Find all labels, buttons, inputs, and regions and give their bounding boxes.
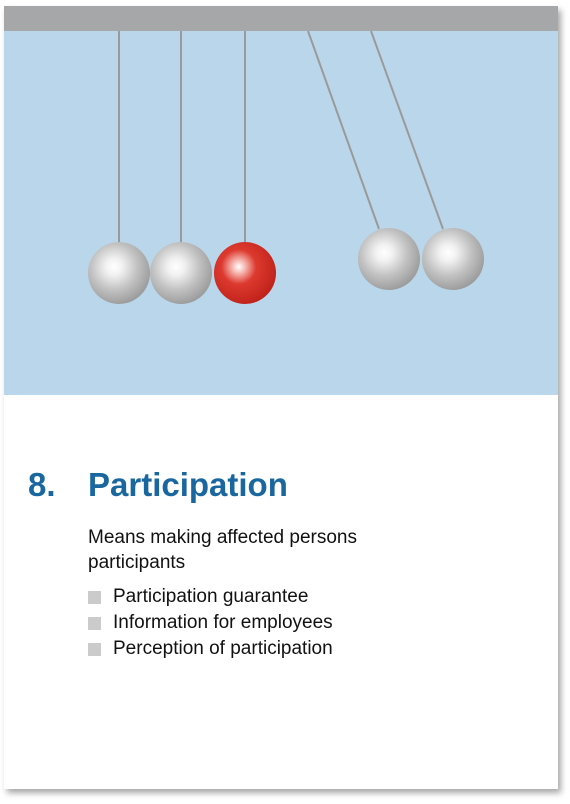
newtons-cradle-graphic [4,31,558,395]
section-subtitle: Means making affected persons participants [88,527,357,573]
ball-1 [88,242,150,304]
ball-4 [358,228,420,290]
bullet-text: Information for employees [113,612,333,633]
section-title: Participation [88,466,288,503]
ball-red [214,242,276,304]
string-5 [371,31,443,229]
bullet-item [88,584,333,610]
ball-5 [422,228,484,290]
string-4 [308,31,379,229]
square-bullet-icon [88,643,101,656]
ball-2 [150,242,212,304]
bullet-text: Participation guarantee [113,586,309,607]
slide-card [4,6,558,789]
newtons-cradle-illustration [4,31,558,395]
section-heading [28,466,288,504]
square-bullet-icon [88,591,101,604]
section-number: 8. [28,466,56,503]
bullet-item [88,636,333,662]
top-bar [4,6,558,31]
bullet-text: Perception of participation [113,638,333,659]
square-bullet-icon [88,617,101,630]
bullet-list [88,584,333,662]
bullet-item [88,610,333,636]
